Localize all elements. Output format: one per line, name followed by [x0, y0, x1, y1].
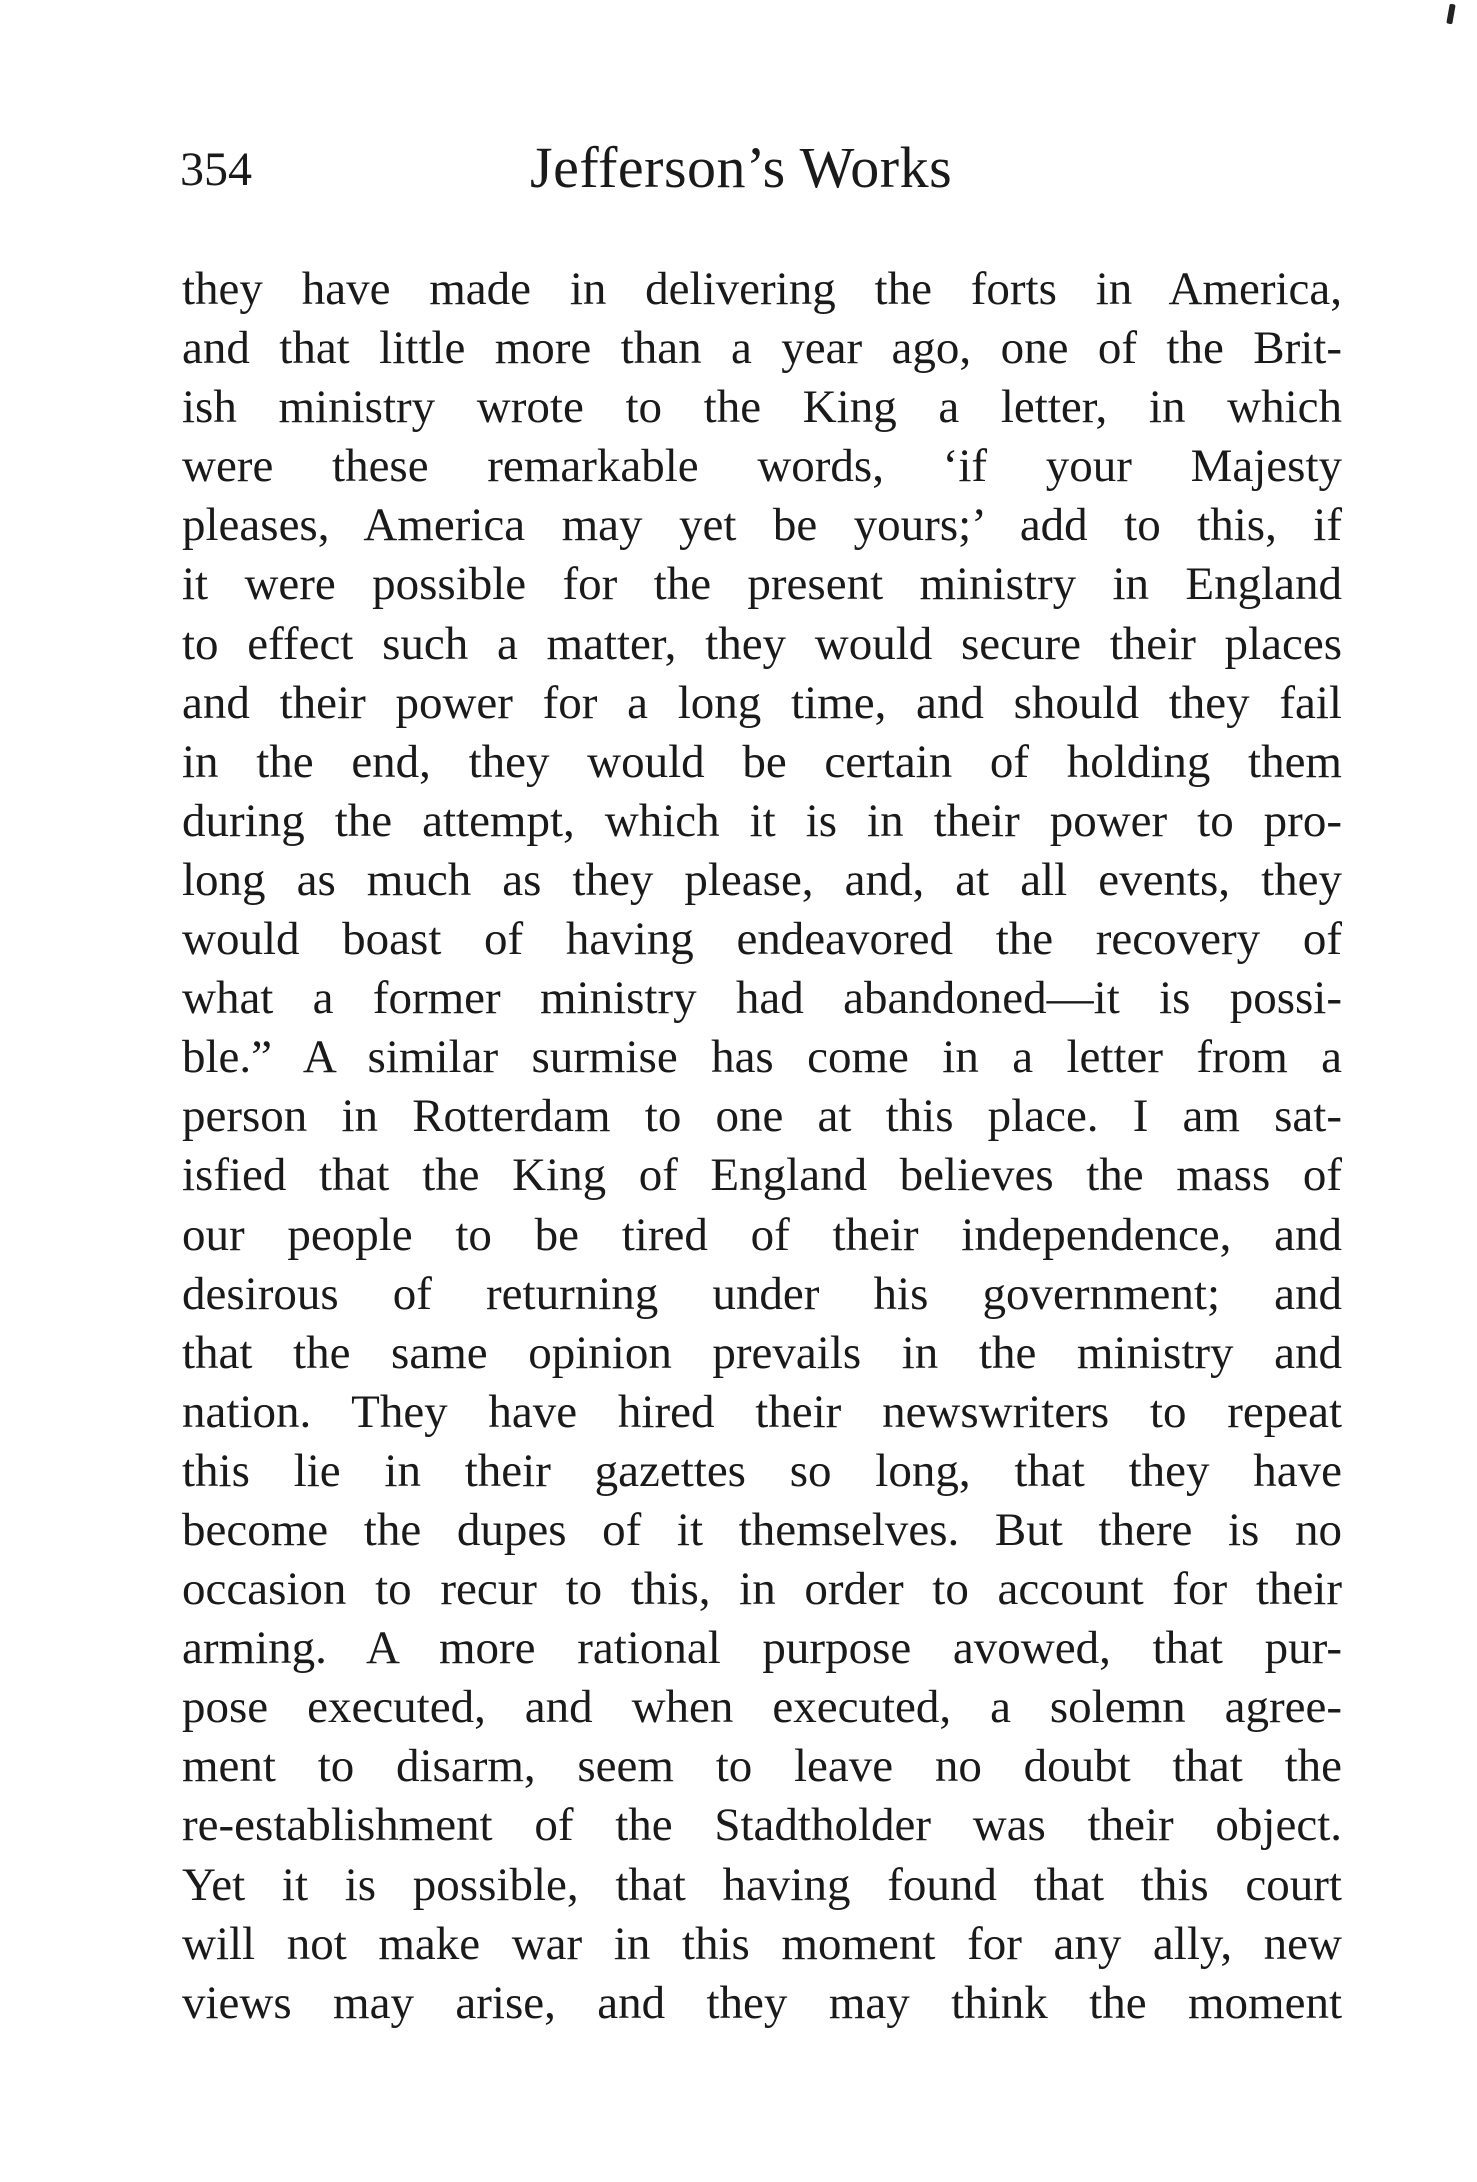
text-line: this lie in their gazettes so long, that they have [182, 1444, 1342, 1497]
text-line: long as much as they please, and, at all events, they [182, 853, 1342, 906]
text-line: occasion to recur to this, in order to account for their [182, 1563, 1342, 1616]
text-line: what a former ministry had abandoned—it is possi- [182, 972, 1342, 1025]
text-line: and their power for a long time, and should they fail [182, 676, 1342, 729]
text-line: arming. A more rational purpose avowed, that pur- [182, 1622, 1342, 1675]
text-line: Yet it is possible, that having found that this court [182, 1858, 1342, 1911]
text-line: pose executed, and when executed, a solemn agree- [182, 1681, 1342, 1734]
text-line: views may arise, and they may think the moment [182, 1976, 1342, 2029]
text-line: they have made in delivering the forts in America, [182, 263, 1342, 315]
text-line: ish ministry wrote to the King a letter, in which [182, 381, 1342, 434]
ink-speck [1446, 4, 1455, 25]
text-line: it were possible for the present ministry in England [182, 558, 1342, 611]
page-number: 354 [180, 143, 252, 196]
text-line: person in Rotterdam to one at this place. I am sat- [182, 1090, 1342, 1143]
text-line: to effect such a matter, they would secure their places [182, 617, 1342, 670]
text-line: re-establishment of the Stadtholder was their object. [182, 1799, 1342, 1852]
text-line: become the dupes of it themselves. But there is no [182, 1503, 1342, 1556]
body-text [182, 260, 1342, 2033]
text-line: were these remarkable words, ‘if your Majesty [182, 440, 1342, 493]
text-line: our people to be tired of their independence, and [182, 1208, 1342, 1261]
text-line: that the same opinion prevails in the ministry and [182, 1326, 1342, 1379]
text-line: will not make war in this moment for any ally, new [182, 1917, 1342, 1970]
text-line: and that little more than a year ago, one of the Brit- [182, 322, 1342, 375]
running-head-title: Jefferson’s Works [530, 135, 953, 200]
text-line: ment to disarm, seem to leave no doubt that the [182, 1740, 1342, 1793]
text-line: during the attempt, which it is in their power to pro- [182, 794, 1342, 847]
text-line: would boast of having endeavored the recovery of [182, 913, 1342, 966]
text-line: in the end, they would be certain of holding them [182, 735, 1342, 788]
text-line: isfied that the King of England believes the mass of [182, 1149, 1342, 1202]
text-line: nation. They have hired their newswriters to repeat [182, 1385, 1342, 1438]
text-line: pleases, America may yet be yours;’ add to this, if [182, 499, 1342, 552]
text-line: desirous of returning under his government; and [182, 1267, 1342, 1320]
text-line: ble.” A similar surmise has come in a letter from a [182, 1031, 1342, 1084]
